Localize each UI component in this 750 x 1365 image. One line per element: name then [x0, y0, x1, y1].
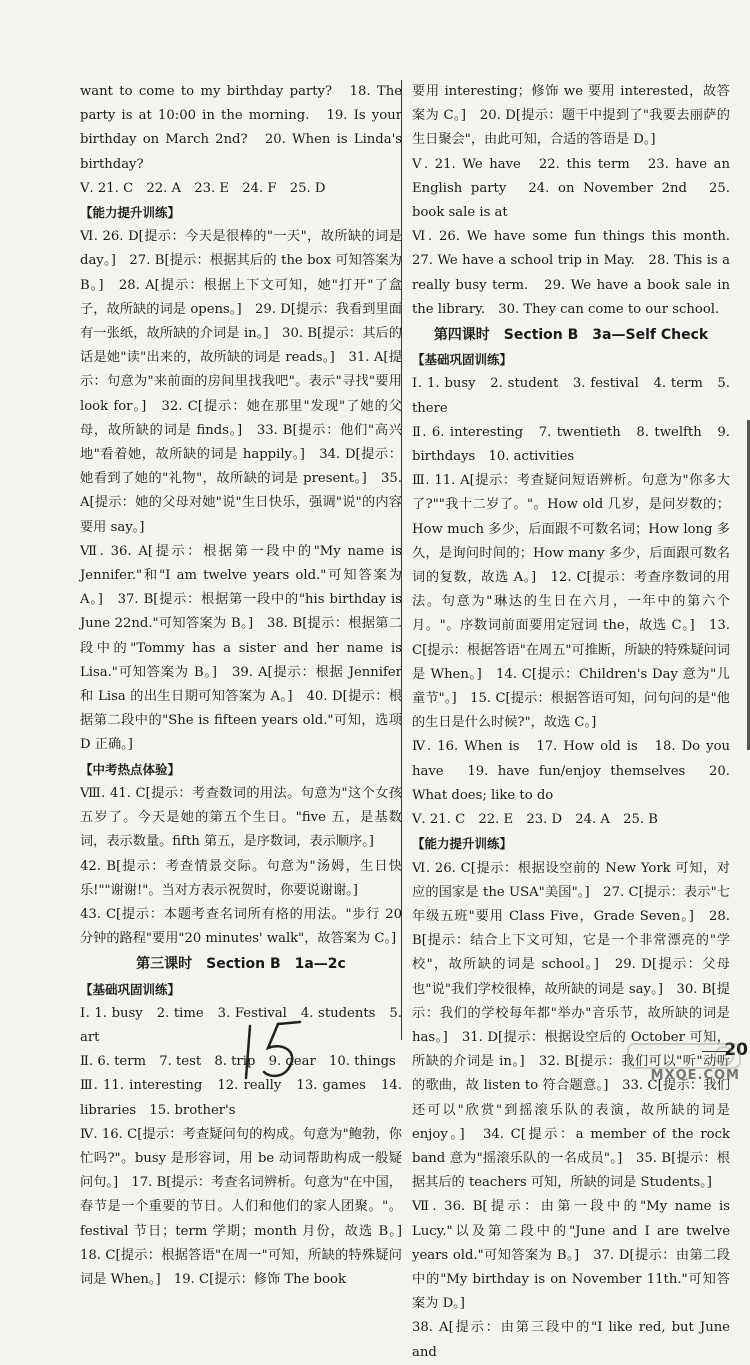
right-para-11: Ⅵ. 26. C[提示：根据设空前的 New York 可知，对应的国家是 the USA"美国"。] 27. C[提示：表示"七年级五班"要用 Class Five，Grade Seven。] 28. B[提示：结合上下文可知，它是一个非常漂亮的"学校"，故所缺的词是 school。] 29. D[提示：父母也"说"我们学校很棒，故所缺的词是 say。] 30. B[提示：我们的学校每年都"举办"音乐节，故所缺的词是 has。] 31. D[提示：根据设空后的 October 可知，所缺的介词是 in。] 32. B[提示：我们可以"听"动听的歌曲，故 listen to 符合题意。] 33. C[提示：我们还可以"欣赏"到摇滚乐队的表演，故所缺的词是 enjoy。] 34. C[提示：a member of the rock band 意为"摇滚乐队的一名成员"。] 35. B[提示：根据其后的 teachers 可知，所缺的词是 Students。] — [412, 860, 730, 1191]
handwritten-number — [238, 1018, 308, 1084]
left-sub-5: 【中考热点体验】 — [80, 761, 181, 777]
left-para-14: Ⅳ. 16. C[提示：考查疑问句的构成。句意为"鲍勃，你忙吗?"。busy 是形容词，用 be 动词帮助构成一般疑问句。] 17. B[提示：考查名词辨析。句意为"在中国，春节是一个重要的节日。人们和他们的家人团聚。"。festival 节日；term 学期；month 月份，故选 B。] 18. C[提示：根据答语"在周一"可知，所缺的特殊疑问词是 When。] 19. C[提示：修饰 The book — [80, 1126, 416, 1287]
right-para-12: Ⅶ. 36. B[提示：由第一段中的"My name is Lucy."以及第二段中的"June and I are twelve years old."可知答案为 B。] 37. D[提示：由第二段中的"My birthday is on November 11th."可知答案为 D。] — [412, 1199, 730, 1312]
left-para-6: Ⅷ. 41. C[提示：考查数词的用法。句意为"这个女孩五岁了。今天是她的第五个生日。"five 五，是基数词，表示数量。fifth 第五，是序数词，表示顺序。] — [80, 785, 402, 850]
left-para-13: Ⅲ. 11. interesting 12. really 13. games 14. libraries 15. brother's — [80, 1078, 402, 1118]
left-para-11: Ⅰ. 1. busy 2. time 3. Festival 4. students 5. art — [80, 1005, 402, 1045]
right-lesson-3: 第四课时 Section B 3a—Self Check — [433, 327, 709, 344]
right-para-9: Ⅴ. 21. C 22. E 23. D 24. A 25. B — [412, 812, 658, 828]
watermark-text: MXQE.COM — [650, 1068, 740, 1083]
right-para-5: Ⅰ. 1. busy 2. student 3. festival 4. term 5. there — [412, 376, 730, 416]
left-column — [80, 80, 416, 1292]
right-para-2: Ⅵ. 26. We have some fun things this month. 27. We have a school trip in May. 28. This is a really busy term. 29. We have a book sale in the library. 30. They can come to our school. — [412, 229, 744, 317]
left-sub-10: 【基础巩固训练】 — [80, 981, 181, 997]
left-para-1: Ⅴ. 21. C 22. A 23. E 24. F 25. D — [80, 180, 326, 196]
left-para-0: want to come to my birthday party? 18. The party is at 10:00 in the morning. 19. Is your birthday on March 2nd? 20. When is Linda's birthday? — [80, 84, 402, 172]
right-para-6: Ⅱ. 6. interesting 7. twentieth 8. twelfth 9. birthdays 10. activities — [412, 424, 730, 465]
right-sub-10: 【能力提升训练】 — [412, 836, 513, 852]
left-para-3: Ⅵ. 26. D[提示：今天是很棒的"一天"，故所缺的词是 day。] 27. B[提示：根据其后的 the box 可知答案为 B。] 28. A[提示：根据上下文可知，她"打开"了盒子，故所缺的词是 opens。] 29. D[提示：我看到里面有一张纸，故所缺的介词是 in。] 30. B[提示：其后的话是她"读"出来的，故所缺的词是 reads。] 31. A[提示：句意为"来前面的房间里找我吧"。表示"寻找"要用 look for。] 32. C[提示：她在那里"发现"了她的父母，故所缺的词是 finds。] 33. B[提示：他们"高兴地"看着她，故所缺的词是 happily。] 34. D[提示：她看到了她的"礼物"，故所缺的词是 present。] 35. A[提示：她的父母对她"说"生日快乐，强调"说"的内容要用 say。] — [80, 229, 402, 535]
right-para-13: 38. A[提示：由第三段中的"I like red, but June and — [412, 1320, 730, 1360]
left-sub-2: 【能力提升训练】 — [80, 205, 181, 221]
right-para-8: Ⅳ. 16. When is 17. How old is 18. Do you have 19. have fun/enjoy themselves 20. What does; like to do — [412, 739, 730, 803]
left-para-12: Ⅱ. 6. term 7. test 8. trip 9. dear 10. things — [80, 1054, 396, 1070]
right-para-1: Ⅴ. 21. We have 22. this term 23. have an English party 24. on November 2nd 25. book sale is at — [412, 156, 730, 221]
page-number: 20 — [724, 1040, 748, 1060]
left-para-4: Ⅶ. 36. A[提示：根据第一段中的"My name is Jennifer."和"I am twelve years old."可知答案为 A。] 37. B[提示：根据第一段中的"his birthday is June 22nd."可知答案为 B。] 38. B[提示：根据第二段中的"Tommy has a sister and her name is Lisa."可知答案为 B。] 39. A[提示：根据 Jennifer 和 Lisa 的出生日期可知答案为 A。] 40. D[提示：根据第二段中的"She is fifteen years old."可知，选项 D 正确。] — [80, 543, 402, 753]
left-para-8: 43. C[提示：本题考查名词所有格的用法。"步行 20 分钟的路程"要用"20 minutes' walk"，故答案为 C。] — [80, 906, 402, 947]
right-para-0: 要用 interesting；修饰 we 要用 interested，故答案为 C。] 20. D[提示：题干中提到了"我要去丽萨的生日聚会"，由此可知，合适的答语是 D。] — [412, 84, 730, 148]
right-para-7: Ⅲ. 11. A[提示：考查疑问短语辨析。句意为"你多大了?""我十二岁了。"。How old 几岁，是问岁数的；How much 多少，后面跟不可数名词；How long 多久，是询问时间的；How many 多少，后面跟可数名词的复数，故选 A。] 12. C[提示：考查序数词的用法。句意为"琳达的生日在六月，一年中的第六个月。"。序数词前面要用定冠词 the，故选 C。] 13. C[提示：根据答语"在周五"可推断，所缺的特殊疑问词是 When。] 14. C[提示：Children's Day 意为"儿童节"。] 15. C[提示：根据答语可知，问句问的是"他的生日是什么时候?"，故选 C。] — [412, 473, 730, 731]
right-column — [412, 80, 744, 1365]
left-lesson-9: 第三课时 Section B 1a—2c — [136, 956, 346, 973]
left-para-7: 42. B[提示：考查情景交际。句意为"汤姆，生日快乐!""谢谢!"。当对方表示祝贺时，你要说谢谢。] — [80, 858, 402, 898]
right-sub-4: 【基础巩固训练】 — [412, 352, 513, 368]
